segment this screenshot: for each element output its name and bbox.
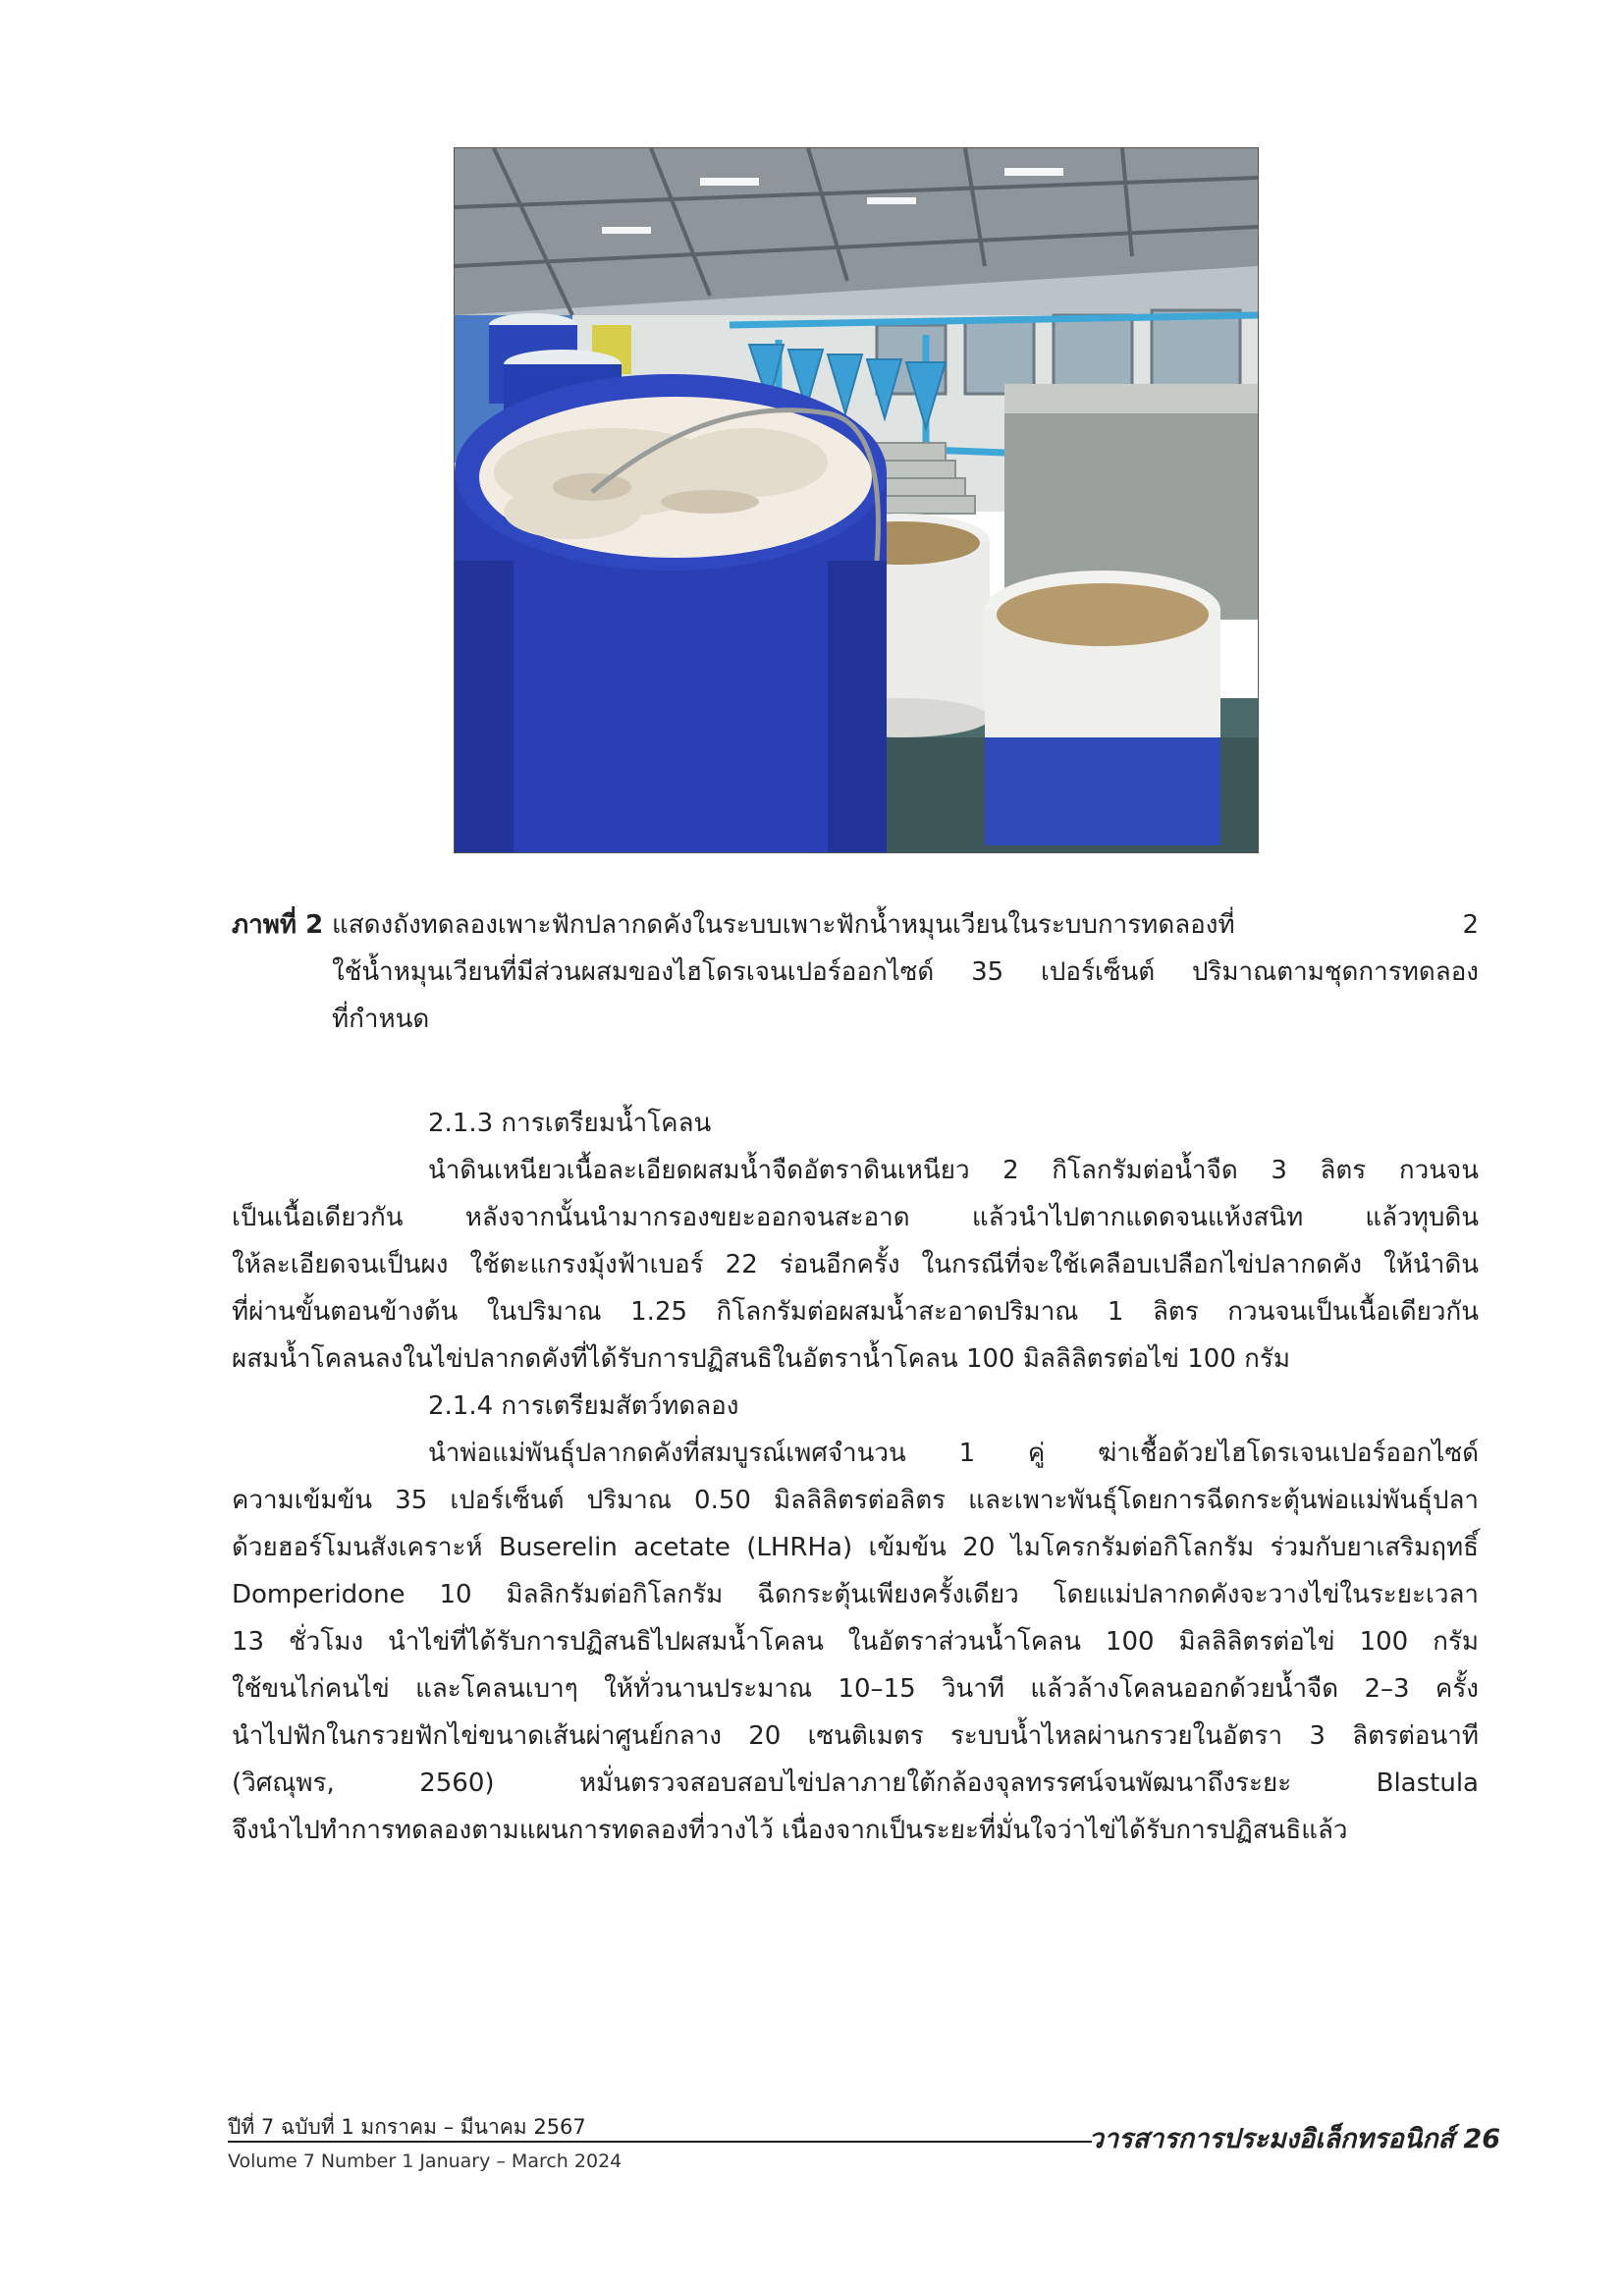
caption-line: แสดงถังทดลองเพาะฟักปลากดคังในระบบเพาะฟักน้ำหมุนเวียนในระบบการทดลองที่ 2 — [332, 910, 1479, 940]
issue-thai: ปีที่ 7 ฉบับที่ 1 มกราคม – มีนาคม 2567 — [228, 2115, 586, 2139]
issue-english: Volume 7 Number 1 January – March 2024 — [228, 2150, 623, 2172]
paragraph-line: ใช้ขนไก่คนไข่ และโคลนเบาๆ ให้ทั่วนานประมาณ 10–15 วินาที แล้วล้างโคลนออกด้วยน้ำจืด 2–3 ครั้ง — [232, 1674, 1479, 1704]
paragraph-line: จึงนำไปทำการทดลองตามแผนการทดลองที่วางไว้ เนื่องจากเป็นระยะที่มั่นใจว่าไข่ได้รับการปฏิสนธิแล้ว — [232, 1816, 1348, 1845]
paragraph — [232, 1430, 1479, 1854]
paragraph-line: 13 ชั่วโมง นำไข่ที่ได้รับการปฏิสนธิไปผสมน้ำโคลน ในอัตราส่วนน้ำโคลน 100 มิลลิลิตรต่อไข่ 100 กรัม — [232, 1627, 1479, 1657]
footer-divider — [228, 2141, 1092, 2143]
paragraph-line: Domperidone 10 มิลลิกรัมต่อกิโลกรัม ฉีดกระตุ้นเพียงครั้งเดียว โดยแม่ปลากดคังจะวางไข่ในระยะเวลา — [232, 1580, 1479, 1609]
caption-line: ที่กำหนด — [332, 1005, 430, 1034]
paragraph-line: นำพ่อแม่พันธุ์ปลากดคังที่สมบูรณ์เพศจำนวน 1 คู่ ฆ่าเชื้อด้วยไฮโดรเจนเปอร์ออกไซด์ — [428, 1439, 1479, 1468]
figure-caption — [232, 901, 1479, 1043]
section-2-1-4 — [232, 1383, 1479, 1854]
page-footer — [228, 2111, 1500, 2190]
paragraph-line: นำดินเหนียวเนื้อละเอียดผสมน้ำจืดอัตราดินเหนียว 2 กิโลกรัมต่อน้ำจืด 3 ลิตร กวนจน — [428, 1156, 1479, 1185]
figure-label: ภาพที่ 2 — [232, 910, 324, 940]
tank-photo-illustration — [455, 148, 1258, 852]
paragraph-line: ผสมน้ำโคลนลงในไข่ปลากดคังที่ได้รับการปฏิสนธิในอัตราน้ำโคลน 100 มิลลิลิตรต่อไข่ 100 กรัม — [232, 1344, 1290, 1374]
paragraph-line: นำไปฟักในกรวยฟักไข่ขนาดเส้นผ่าศูนย์กลาง 20 เซนติเมตร ระบบน้ำไหลผ่านกรวยในอัตรา 3 ลิตรต่อนาที — [232, 1721, 1479, 1751]
paragraph-line: เป็นเนื้อเดียวกัน หลังจากนั้นนำมากรองขยะออกจนสะอาด แล้วนำไปตากแดดจนแห้งสนิท แล้วทุบดิน — [232, 1203, 1479, 1232]
section-2-1-3 — [232, 1100, 1479, 1383]
paragraph-line: ให้ละเอียดจนเป็นผง ใช้ตะแกรงมุ้งฟ้าเบอร์ 22 ร่อนอีกครั้ง ในกรณีที่จะใช้เคลือบเปลือกไข่ปลากดคัง ให้นำดิน — [232, 1250, 1479, 1279]
paragraph-line: ด้วยฮอร์โมนสังเคราะห์ Buserelin acetate (LHRHa) เข้มข้น 20 ไมโครกรัมต่อกิโลกรัม ร่วมกับยาเสริมฤทธิ์ — [232, 1533, 1479, 1562]
caption-line: ใช้น้ำหมุนเวียนที่มีส่วนผสมของไฮโดรเจนเปอร์ออกไซด์ 35 เปอร์เซ็นต์ ปริมาณตามชุดการทดลอง — [332, 957, 1479, 987]
paragraph-line: (วิศณุพร, 2560) หมั่นตรวจสอบสอบไข่ปลาภายใต้กล้องจุลทรรศน์จนพัฒนาถึงระยะ Blastula — [232, 1769, 1479, 1798]
section-heading: 2.1.3 การเตรียมน้ำโคลน — [428, 1109, 712, 1138]
paragraph-line: ความเข้มข้น 35 เปอร์เซ็นต์ ปริมาณ 0.50 มิลลิลิตรต่อลิตร และเพาะพันธุ์โดยการฉีดกระตุ้นพ่อแม่พันธุ์ปลา — [232, 1486, 1479, 1515]
section-heading: 2.1.4 การเตรียมสัตว์ทดลอง — [428, 1391, 739, 1421]
paragraph — [232, 1147, 1479, 1383]
paragraph-line: ที่ผ่านขั้นตอนข้างต้น ในปริมาณ 1.25 กิโลกรัมต่อผสมน้ำสะอาดปริมาณ 1 ลิตร กวนจนเป็นเนื้อเดียวกัน — [232, 1297, 1479, 1327]
figure-photo — [454, 147, 1259, 853]
journal-title-page-number: วารสารการประมงอิเล็กทรอนิกส์ 26 — [1088, 2124, 1500, 2154]
